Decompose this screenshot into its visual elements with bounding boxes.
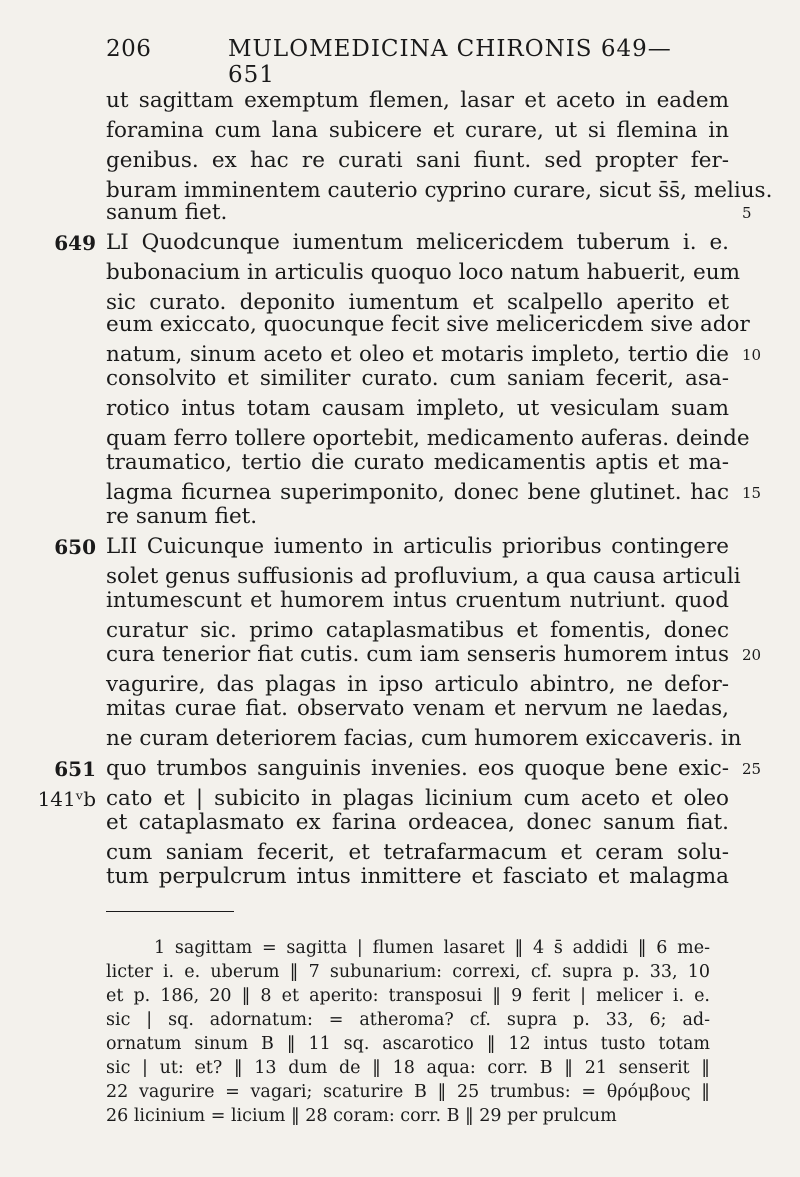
line-number: 5 bbox=[742, 204, 752, 222]
footnote-line: 1 sagittam = sagitta | flumen lasaret ‖ 4 s̄ addidi ‖ 6 me- bbox=[154, 938, 710, 958]
running-title: MULOMEDICINA CHIRONIS 649—651 bbox=[228, 36, 672, 88]
text-line: LII Cuicunque iumento in articulis prioribus contingere bbox=[106, 534, 729, 559]
text-line: bubonacium in articulis quoquo loco natum habuerit, eum bbox=[106, 260, 741, 285]
text-line: curatur sic. primo cataplasmatibus et fomentis, donec bbox=[106, 618, 729, 643]
text-line: sic curato. deponito iumentum et scalpello aperito et bbox=[106, 290, 729, 315]
folio-reference: 141ᵛb bbox=[37, 787, 96, 811]
text-line: vagurire, das plagas in ipso articulo abintro, ne defor- bbox=[106, 672, 729, 697]
line-number: 25 bbox=[742, 760, 762, 778]
text-line: eum exiccato, quocunque fecit sive melicericdem sive ador bbox=[106, 312, 750, 337]
section-number-651: 651 bbox=[54, 757, 96, 781]
section-number-649: 649 bbox=[54, 231, 96, 255]
text-line: solet genus suffusionis ad profluvium, a qua causa articuli bbox=[106, 564, 741, 589]
text-line: tum perpulcrum intus inmittere et fasciato et malagma bbox=[106, 864, 729, 889]
text-line: LI Quodcunque iumentum melicericdem tuberum i. e. bbox=[106, 230, 729, 255]
text-line: natum, sinum aceto et oleo et motaris impleto, tertio die bbox=[106, 342, 729, 367]
text-line: traumatico, tertio die curato medicamentis aptis et ma- bbox=[106, 450, 729, 475]
section-number-650: 650 bbox=[54, 535, 96, 559]
text-line: sanum fiet. bbox=[106, 200, 228, 225]
text-line: rotico intus totam causam impleto, ut vesiculam suam bbox=[106, 396, 729, 421]
text-line: consolvito et similiter curato. cum saniam fecerit, asa- bbox=[106, 366, 729, 391]
text-line: re sanum fiet. bbox=[106, 504, 258, 529]
text-line: mitas curae fiat. observato venam et nervum ne laedas, bbox=[106, 696, 729, 721]
text-line: quo trumbos sanguinis invenies. eos quoque bene exic- bbox=[106, 756, 729, 781]
text-line: ut sagittam exemptum flemen, lasar et aceto in eadem bbox=[106, 88, 729, 113]
line-number: 15 bbox=[742, 484, 762, 502]
footnote-line: 26 licinium = licium ‖ 28 coram: corr. B ‖ 29 per prulcum bbox=[106, 1106, 617, 1126]
footnote-line: sic | sq. adornatum: = atheroma? cf. supra p. 33, 6; ad- bbox=[106, 1010, 710, 1030]
text-line: foramina cum lana subicere et curare, ut si flemina in bbox=[106, 118, 729, 143]
text-line: quam ferro tollere oportebit, medicamento auferas. deinde bbox=[106, 426, 750, 451]
page-number: 206 bbox=[106, 36, 152, 62]
footnote-line: sic | ut: et? ‖ 13 dum de ‖ 18 aqua: corr. B ‖ 21 senserit ‖ bbox=[106, 1058, 710, 1078]
text-line: lagma ficurnea superimponito, donec bene glutinet. hac bbox=[106, 480, 729, 505]
text-line: et cataplasmato ex farina ordeacea, donec sanum fiat. bbox=[106, 810, 729, 835]
footnote-line: et p. 186, 20 ‖ 8 et aperito: transposui ‖ 9 ferit | melicer i. e. bbox=[106, 986, 710, 1006]
text-line: cura tenerior fiat cutis. cum iam senseris humorem intus bbox=[106, 642, 729, 667]
line-number: 20 bbox=[742, 646, 762, 664]
text-line: buram imminentem cauterio cyprino curare, sicut s̄s̄, melius. bbox=[106, 178, 773, 203]
text-line: genibus. ex hac re curati sani fiunt. sed propter fer- bbox=[106, 148, 729, 173]
text-line: cato et | subicito in plagas licinium cum aceto et oleo bbox=[106, 786, 729, 811]
footnote-rule bbox=[106, 911, 234, 912]
footnote-line: 22 vagurire = vagari; scaturire B ‖ 25 trumbus: = θρόμβους ‖ bbox=[106, 1082, 710, 1102]
text-line: cum saniam fecerit, et tetrafarmacum et ceram solu- bbox=[106, 840, 729, 865]
footnote-line: ornatum sinum B ‖ 11 sq. ascarotico ‖ 12 intus tusto totam bbox=[106, 1034, 710, 1054]
footnote-line: licter i. e. uberum ‖ 7 subunarium: correxi, cf. supra p. 33, 10 bbox=[106, 962, 710, 982]
text-line: ne curam deteriorem facias, cum humorem exiccaveris. in bbox=[106, 726, 742, 751]
text-line: intumescunt et humorem intus cruentum nutriunt. quod bbox=[106, 588, 729, 613]
page-header bbox=[106, 36, 706, 88]
line-number: 10 bbox=[742, 346, 762, 364]
